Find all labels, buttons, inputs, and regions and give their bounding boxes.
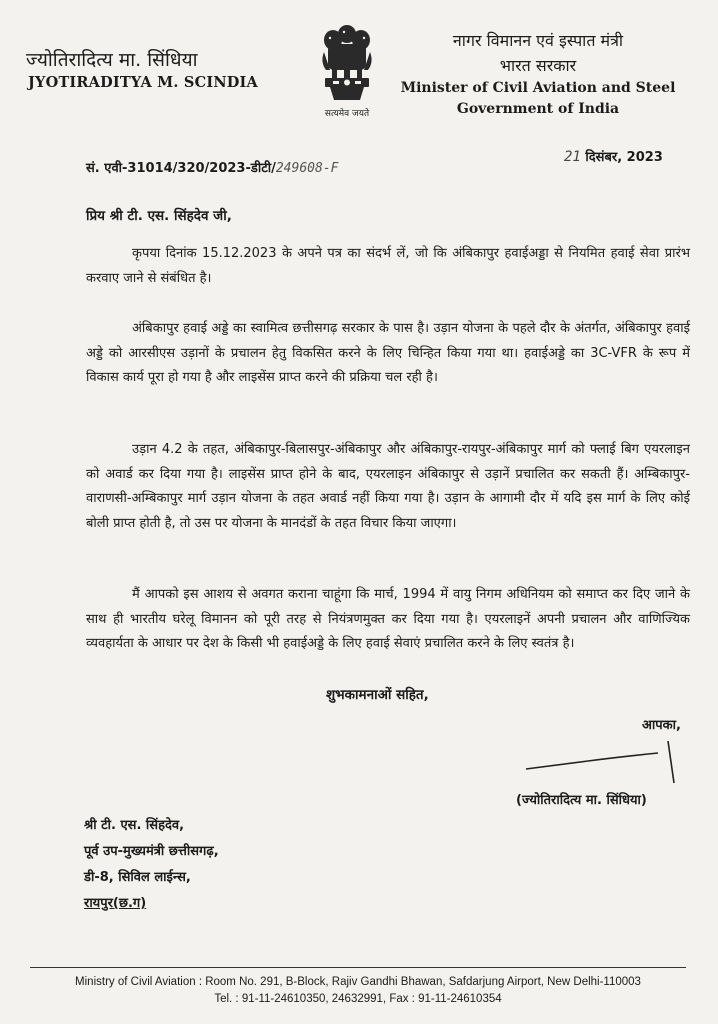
reference-handwritten: 249608-F: [275, 161, 339, 176]
ministry-hindi-line2: भारत सरकार: [499, 56, 577, 75]
closing-line: शुभकामनाओं सहित,: [326, 687, 429, 703]
recipient-line-3: डी-8, सिविल लाईन्स,: [84, 870, 191, 885]
letter-date: [564, 147, 663, 165]
body-paragraph-1: कृपया दिनांक 15.12.2023 के अपने पत्र का संदर्भ लें, जो कि अंबिकापुर हवाईअड्डा से नियमित हवाई सेवा प्रारंभ करवाए जाने से संबंधित है।: [86, 246, 690, 286]
yours-line: आपका,: [642, 718, 681, 733]
recipient-address: [84, 813, 219, 917]
ministry-english-line1: Minister of Civil Aviation and Steel: [400, 80, 676, 96]
recipient-line-2: पूर्व उप-मुख्यमंत्री छत्तीसगढ़,: [84, 844, 219, 859]
ministry-title-english: [400, 78, 676, 120]
ministry-hindi-line1: नागर विमानन एवं इस्पात मंत्री: [452, 31, 624, 50]
national-emblem: [316, 22, 378, 120]
signatory-name: (ज्योतिरादित्य मा. सिंधिया): [516, 793, 647, 808]
recipient-line-1: श्री टी. एस. सिंहदेव,: [84, 818, 185, 833]
reference-number: [86, 158, 338, 176]
emblem-motto: सत्यमेव जयते: [324, 109, 370, 119]
date-printed: दिसंबर, 2023: [585, 150, 663, 165]
sender-name-hindi: ज्योतिरादित्य मा. सिंधिया: [26, 49, 198, 71]
handwritten-signature: [518, 735, 698, 785]
reference-printed: सं. एवी-31014/320/2023-डीटी/: [86, 161, 276, 176]
salutation: प्रिय श्री टी. एस. सिंहदेव जी,: [86, 208, 232, 224]
body-paragraph-3: उड़ान 4.2 के तहत, अंबिकापुर-बिलासपुर-अंबिकापुर और अंबिकापुर-रायपुर-अंबिकापुर मार्ग को फ्लाई बिग एयरलाइन को अवार्ड कर दिया गया है। लाइसेंस प्राप्त होने के बाद, एयरलाइन अंबिकापुर से उड़ानें प्रचालित कर सकती हैं। अम्बिकापुर-वाराणसी-अम्बिकापुर मार्ग उड़ान योजना के तहत अवार्ड नहीं किया गया है। उड़ान के आगामी दौर में यदि इस मार्ग के लिए कोई बोली प्राप्त होती है, तो उस पर योजना के मानदंडों के तहत विचार किया जाएगा।: [86, 442, 690, 531]
footer-address: Ministry of Civil Aviation : Room No. 291, B-Block, Rajiv Gandhi Bhawan, Safdarjung Airport, New Delhi-110003: [75, 976, 641, 988]
ministry-english-line2: Government of India: [456, 101, 620, 117]
date-handwritten-day: 21: [564, 149, 581, 165]
sender-name-english: JYOTIRADITYA M. SCINDIA: [28, 74, 258, 91]
footer-contact: Tel. : 91-11-24610350, 24632991, Fax : 91-11-24610354: [214, 993, 502, 1005]
body-paragraph-4: मैं आपको इस आशय से अवगत कराना चाहूंगा कि मार्च, 1994 में वायु निगम अधिनियम को समाप्त कर दिए जाने के साथ ही भारतीय घरेलू विमानन को पूरी तरह से नियंत्रणमुक्त कर दिया गया है। एयरलाइनें अपनी प्रचालन और वाणिज्यिक व्यवहार्यता के आधार पर देश के किसी भी हवाईअड्डे के लिए हवाई सेवाएं प्रचालित करने के लिए स्वतंत्र है।: [86, 587, 690, 651]
recipient-line-4: रायपुर(छ.ग): [84, 896, 147, 911]
body-paragraph-2: अंबिकापुर हवाई अड्डे का स्वामित्व छत्तीसगढ़ सरकार के पास है। उड़ान योजना के पहले दौर के अंतर्गत, अंबिकापुर हवाई अड्डे को आरसीएस उड़ानों के प्रचालन हेतु विकसित करने के लिए चिन्हित किया गया था। हवाईअड्डे का 3C-VFR के रूप में विकास कार्य पूरा हो गया है और लाइसेंस प्राप्त करने की प्रक्रिया चल रही है।: [86, 321, 690, 385]
national-emblem-icon: [316, 22, 378, 106]
footer-divider: [30, 967, 686, 968]
ministry-title-hindi: [420, 28, 656, 78]
footer: [30, 974, 686, 1008]
